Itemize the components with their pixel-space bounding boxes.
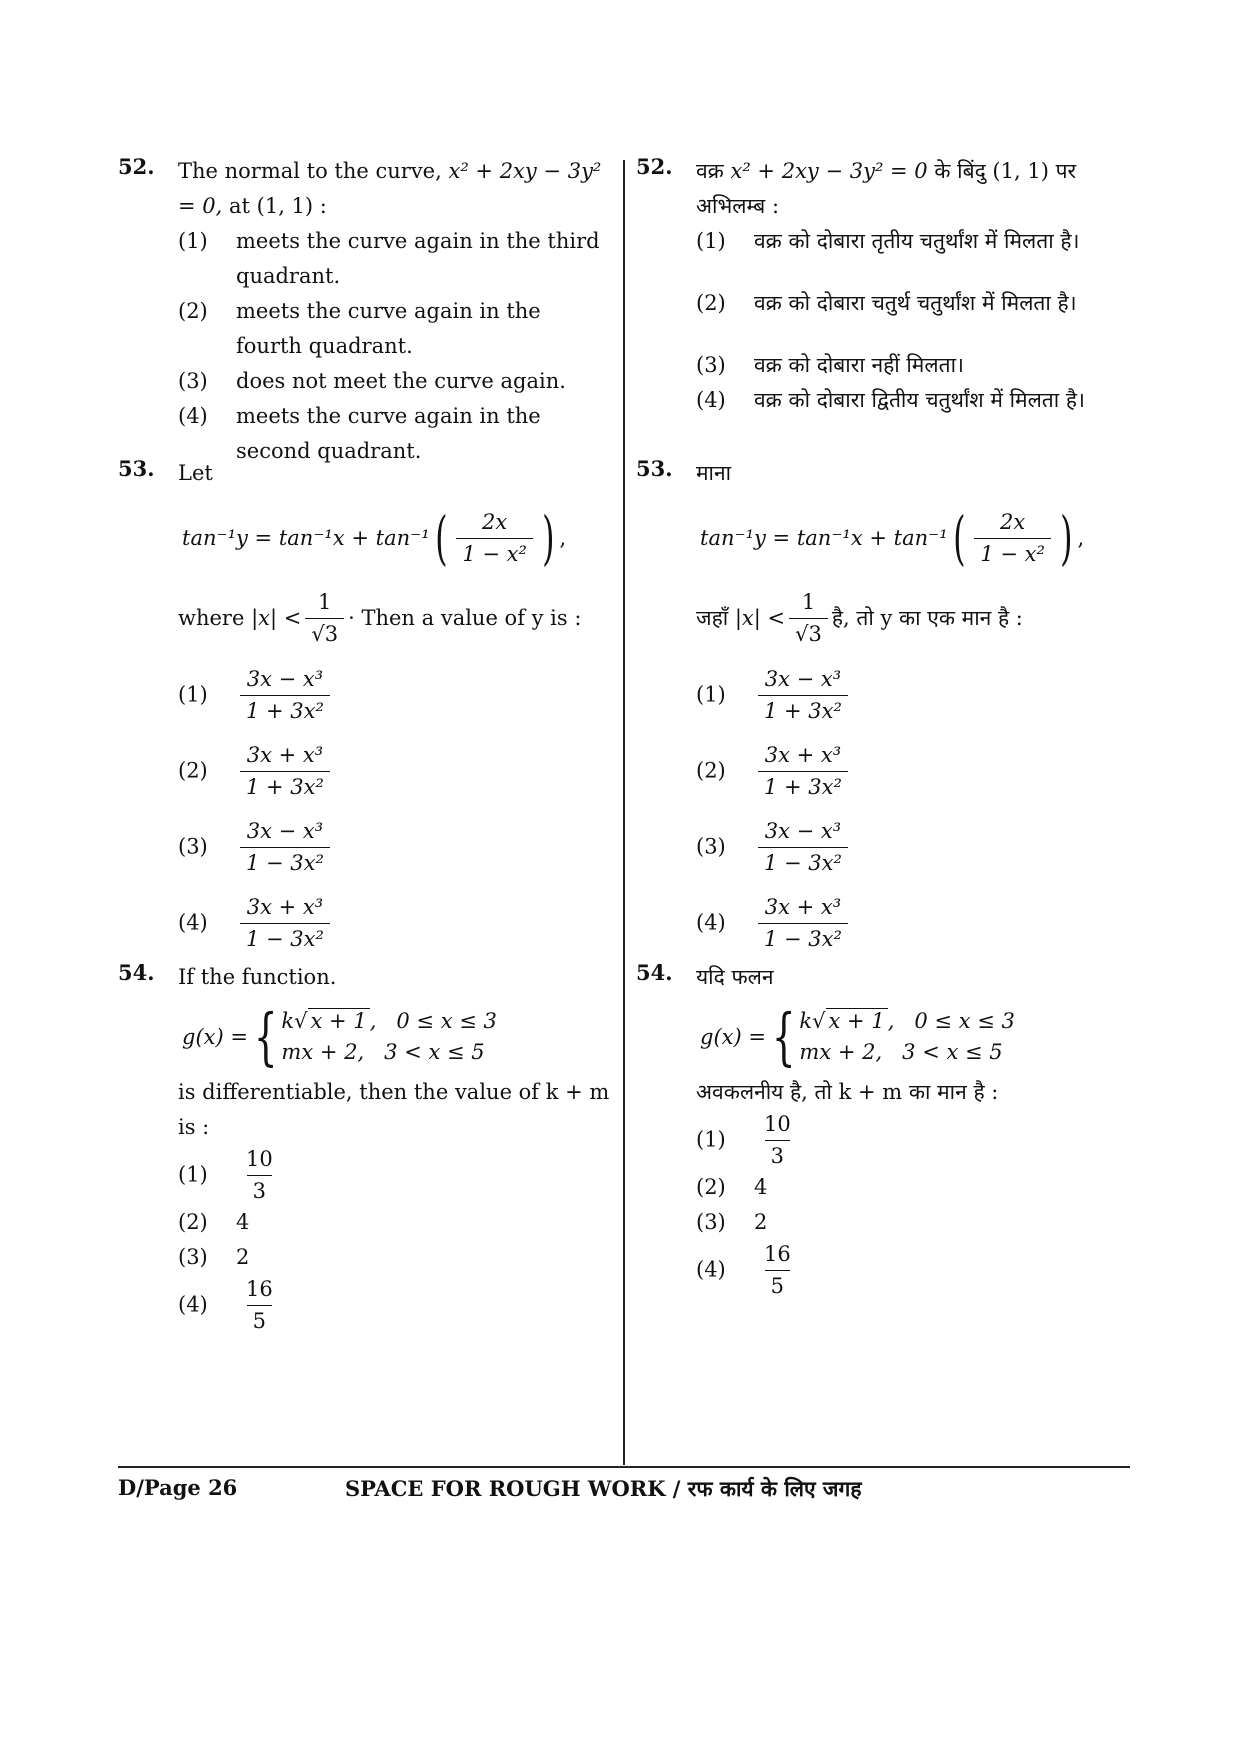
page-number: D/Page 26 xyxy=(118,1475,238,1500)
option: (3) does not meet the curve again. xyxy=(178,369,566,393)
question-lead: माना xyxy=(696,461,732,485)
option: (1) meets the curve again in the third quadrant. xyxy=(178,229,600,288)
question-number: 54. xyxy=(636,960,673,985)
option: (2) $\frac{\text{3x + x³}}{\text{1 + 3x²}}$ xyxy=(178,733,610,809)
question-number: 53. xyxy=(118,456,155,481)
options-list xyxy=(178,224,610,469)
question-lead: यदि फलन xyxy=(696,965,774,989)
option: (4) meets the curve again in the second quadrant. xyxy=(178,404,541,463)
option: (4) $\frac{16}{5}$ xyxy=(696,1242,791,1298)
condition: where |x| < $\frac{1}{√3}$ · Then a value of y is : xyxy=(178,590,582,646)
piecewise-function: g(x) = { k√ x + 1 , 0 ≤ x ≤ 3 mx + 2, 3 < x ≤ 5 xyxy=(182,1000,497,1073)
option: (1) वक्र को दोबारा तृतीय चतुर्थांश में मिलता है। xyxy=(696,229,1080,253)
question-number: 54. xyxy=(118,960,155,985)
question-number: 53. xyxy=(636,456,673,481)
piecewise-function: g(x) = { k√ x + 1 , 0 ≤ x ≤ 3 mx + 2, 3 < x ≤ 5 xyxy=(700,1000,1015,1073)
option: (2) $\frac{\text{3x + x³}}{\text{1 + 3x²}}$ xyxy=(696,733,1131,809)
option: (4) $\frac{16}{5}$ xyxy=(178,1277,273,1333)
option: (1) $\frac{10}{3}$ xyxy=(696,1112,791,1168)
option: (2) 4 xyxy=(178,1210,250,1234)
question-number: 52. xyxy=(118,154,155,179)
question-52 xyxy=(118,154,610,469)
question-conclusion: is differentiable, then the value of k + m is : xyxy=(178,1080,610,1139)
question-number: 52. xyxy=(636,154,673,179)
column-divider xyxy=(623,160,625,1465)
option: (3) 2 xyxy=(696,1210,768,1234)
option: (1) $\frac{\text{3x − x³}}{\text{1 + 3x²}}$ xyxy=(178,657,610,733)
equation: tan⁻¹y = tan⁻¹x + tan⁻¹ ( $\frac{2x}{\text{1 − x²}}$ ) , xyxy=(182,504,567,572)
option: (4) $\frac{\text{3x + x³}}{\text{1 − 3x²}}$ xyxy=(696,885,1131,961)
option: (1) $\frac{10}{3}$ xyxy=(178,1147,273,1203)
question-stem: The normal to the curve, x² + 2xy − 3y² = 0, at (1, 1) : xyxy=(178,159,602,218)
option: (2) 4 xyxy=(696,1175,768,1199)
options-list xyxy=(178,1145,610,1335)
question-stem: वक्र x² + 2xy − 3y² = 0 के बिंदु (1, 1) पर अभिलम्ब : xyxy=(696,159,1077,218)
question-conclusion: अवकलनीय है, तो k + m का मान है : xyxy=(696,1080,999,1104)
options-list xyxy=(696,657,1131,961)
question-lead: If the function. xyxy=(178,965,337,989)
options-list xyxy=(696,224,1131,418)
question-54 xyxy=(118,960,610,1335)
question-53 xyxy=(118,456,610,961)
option: (3) $\frac{\text{3x − x³}}{\text{1 − 3x²}}$ xyxy=(696,809,1131,885)
question-53-hindi xyxy=(636,456,1131,961)
options-list xyxy=(696,1110,1131,1300)
option: (4) वक्र को दोबारा द्वितीय चतुर्थांश में मिलता है। xyxy=(696,388,1086,412)
option: (2) वक्र को दोबारा चतुर्थ चतुर्थांश में मिलता है। xyxy=(696,291,1077,315)
option: (3) $\frac{\text{3x − x³}}{\text{1 − 3x²}}$ xyxy=(178,809,610,885)
option: (3) 2 xyxy=(178,1245,250,1269)
option: (2) meets the curve again in the fourth quadrant. xyxy=(178,299,541,358)
option: (3) वक्र को दोबारा नहीं मिलता। xyxy=(696,353,964,377)
option: (1) $\frac{\text{3x − x³}}{\text{1 + 3x²}}$ xyxy=(696,657,1131,733)
condition: जहाँ |x| < $\frac{1}{√3}$ है, तो y का एक मान है : xyxy=(696,590,1023,646)
options-list xyxy=(178,657,610,961)
option: (4) $\frac{\text{3x + x³}}{\text{1 − 3x²}}$ xyxy=(178,885,610,961)
question-52-hindi xyxy=(636,154,1131,418)
equation: tan⁻¹y = tan⁻¹x + tan⁻¹ ( $\frac{2x}{\text{1 − x²}}$ ) , xyxy=(700,504,1085,572)
footer-rule xyxy=(118,1466,1130,1468)
question-lead: Let xyxy=(178,461,213,485)
rough-work-label: SPACE FOR ROUGH WORK / रफ कार्य के लिए जगह xyxy=(345,1476,862,1501)
question-54-hindi xyxy=(636,960,1131,1300)
